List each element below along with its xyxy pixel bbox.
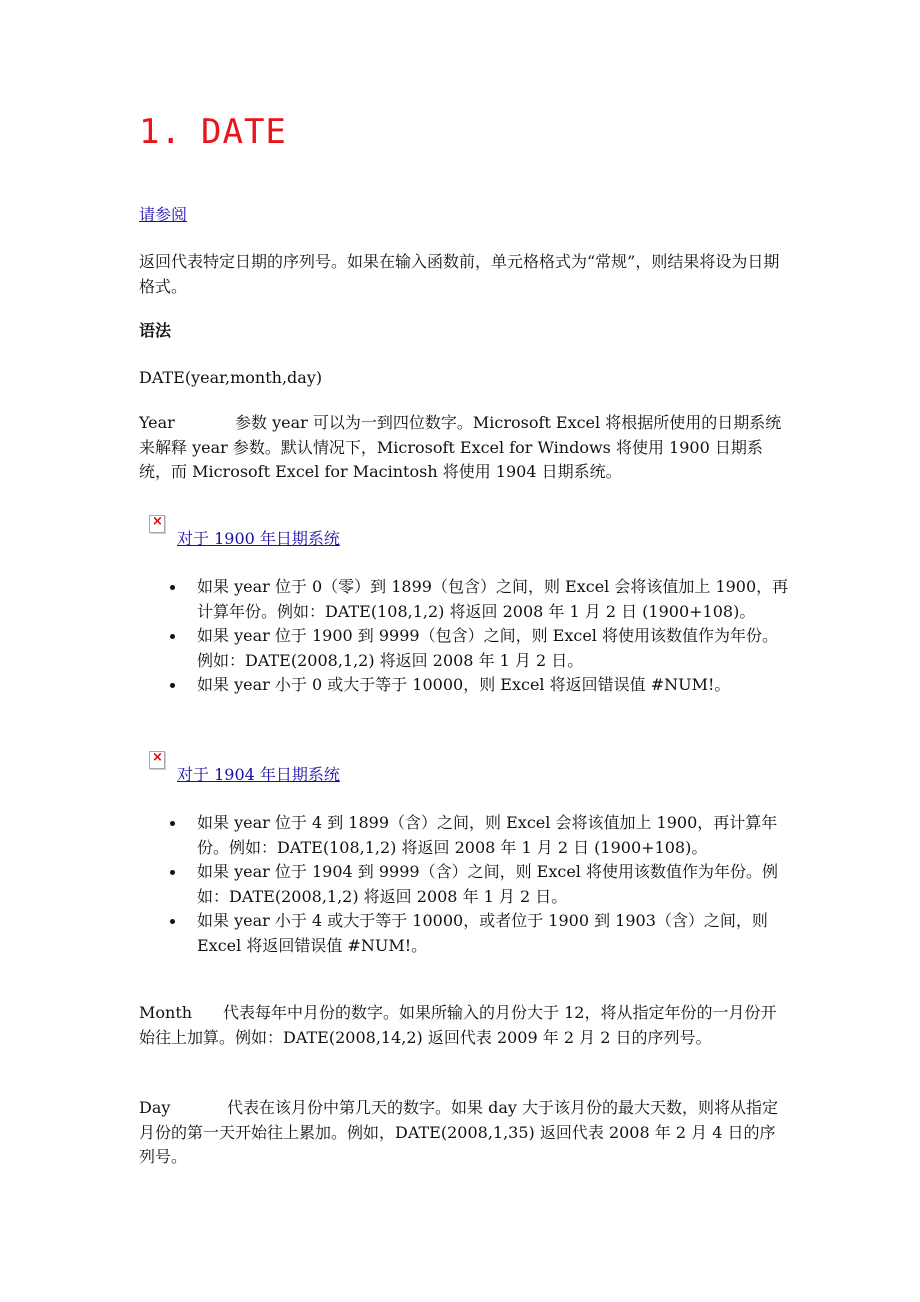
list-item: 如果 year 位于 4 到 1899（含）之间，则 Excel 会将该值加上 1900，再计算年份。例如：DATE(108,1,2) 将返回 2008 年 1 月 2 日 (1900+108)。 [139,811,789,860]
day-param-paragraph [139,1096,789,1170]
list-item: 如果 year 位于 1900 到 9999（包含）之间，则 Excel 将使用该数值作为年份。例如：DATE(2008,1,2) 将返回 2008 年 1 月 2 日。 [139,624,789,673]
year-param-paragraph [139,411,789,485]
day-param-text: 代表在该月份中第几天的数字。如果 day 大于该月份的最大天数，则将从指定月份的第一天开始往上累加。例如，DATE(2008,1,35) 返回代表 2008 年 2 月 4 日的序列号。 [139,1098,778,1166]
page-title [139,112,287,152]
month-param-term: Month [139,1003,193,1022]
month-param-paragraph [139,1001,789,1050]
section-1900-link[interactable]: 对于 1900 年日期系统 [177,529,340,548]
syntax-label: 语法 [139,321,172,340]
heading-number: 1. [139,112,182,152]
day-param-term: Day [139,1098,171,1117]
broken-image-icon [149,515,165,533]
see-also-link[interactable]: 请参阅 [139,205,188,224]
heading-title: DATE [201,112,287,152]
section-1904-link[interactable]: 对于 1904 年日期系统 [177,765,340,784]
broken-image-icon [149,751,165,769]
syntax-signature: DATE(year,month,day) [139,368,323,387]
intro-paragraph: 返回代表特定日期的序列号。如果在输入函数前，单元格格式为“常规”，则结果将设为日期格式。 [139,252,780,296]
section-1904-list [139,811,789,958]
year-param-term: Year [139,413,175,432]
month-param-text: 代表每年中月份的数字。如果所输入的月份大于 12，将从指定年份的一月份开始往上加算。例如：DATE(2008,14,2) 返回代表 2009 年 2 月 2 日的序列号。 [139,1003,777,1047]
list-item: 如果 year 小于 0 或大于等于 10000，则 Excel 将返回错误值 #NUM!。 [139,673,789,698]
list-item: 如果 year 小于 4 或大于等于 10000，或者位于 1900 到 1903（含）之间，则 Excel 将返回错误值 #NUM!。 [139,909,789,958]
list-item: 如果 year 位于 0（零）到 1899（包含）之间，则 Excel 会将该值加上 1900，再计算年份。例如：DATE(108,1,2) 将返回 2008 年 1 月 2 日 (1900+108)。 [139,575,789,624]
section-1900-list [139,575,789,698]
list-item: 如果 year 位于 1904 到 9999（含）之间，则 Excel 将使用该数值作为年份。例如：DATE(2008,1,2) 将返回 2008 年 1 月 2 日。 [139,860,789,909]
year-param-text: 参数 year 可以为一到四位数字。Microsoft Excel 将根据所使用的日期系统来解释 year 参数。默认情况下，Microsoft Excel for Windows 将使用 1900 日期系统，而 Microsoft Excel for Macintosh 将使用 1904 日期系统。 [139,413,782,481]
